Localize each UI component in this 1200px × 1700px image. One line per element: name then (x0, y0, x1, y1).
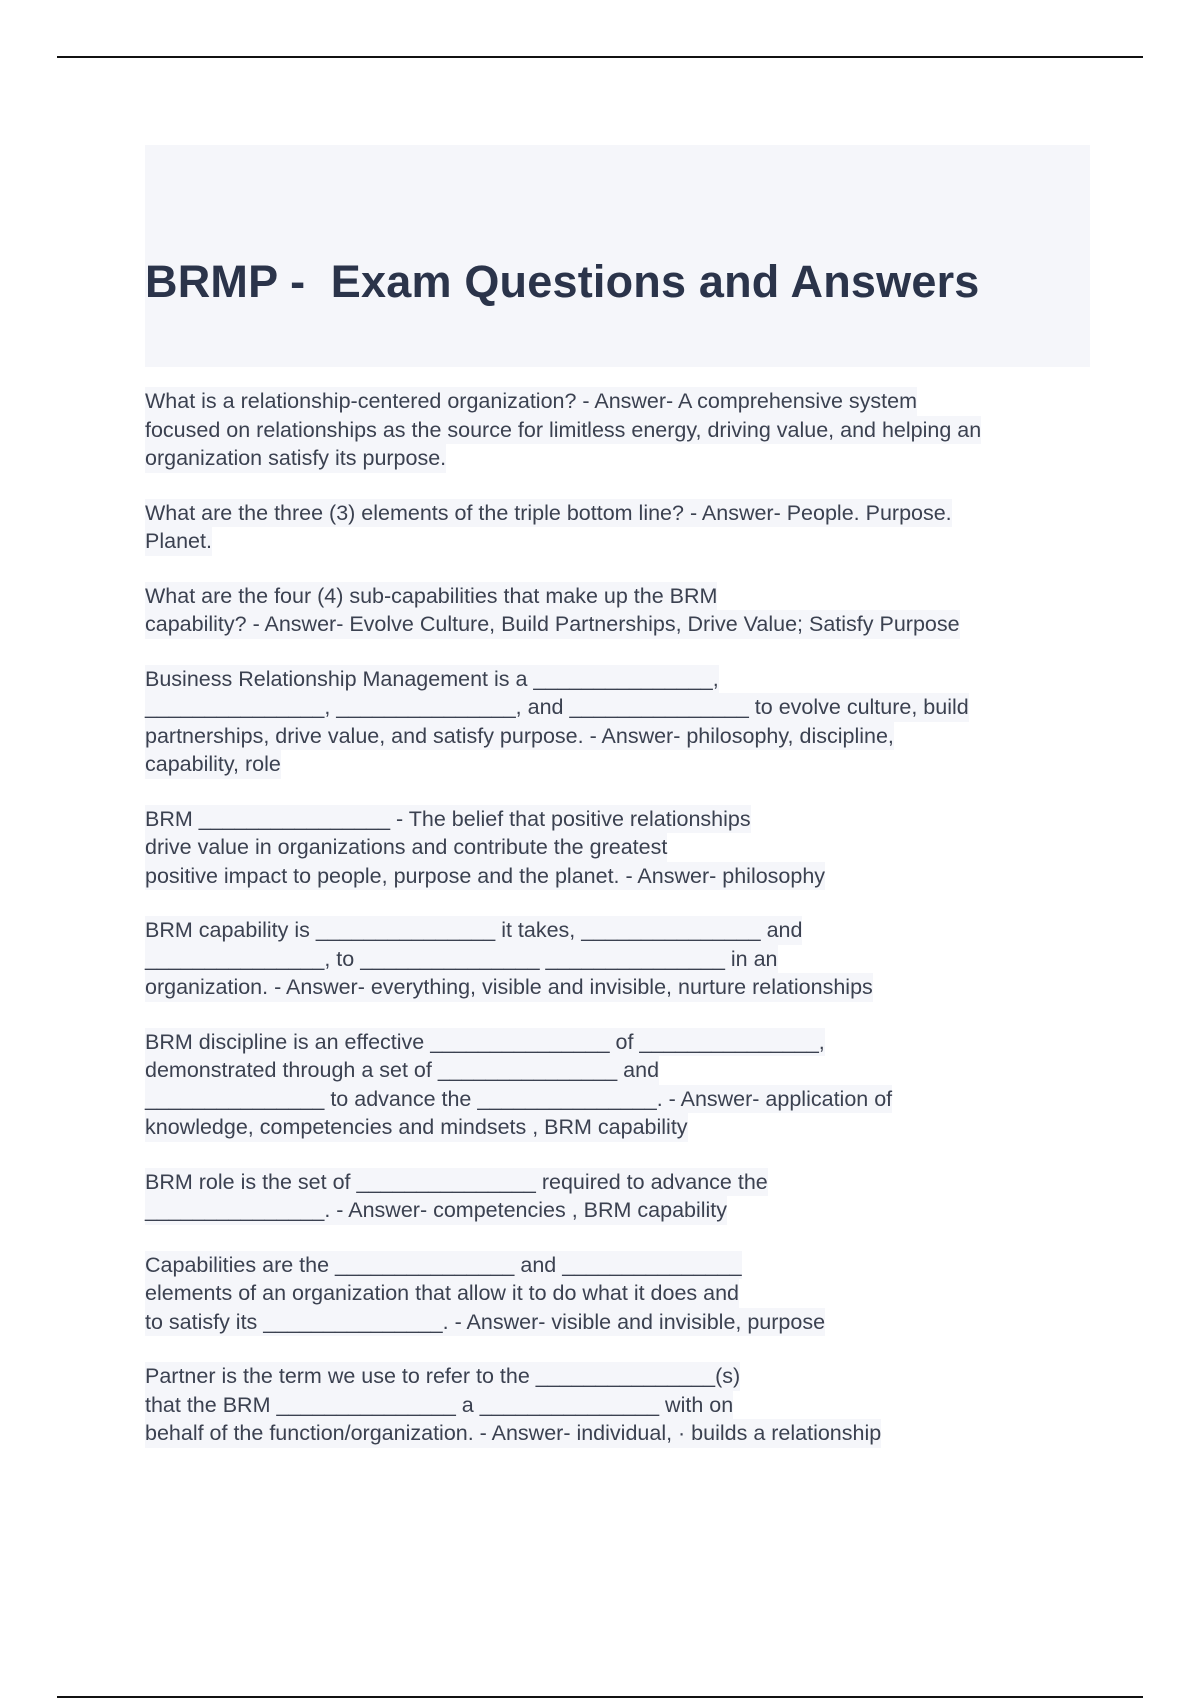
qa-line: organization satisfy its purpose. (145, 444, 446, 473)
qa-line: What are the four (4) sub-capabilities that make up the BRM (145, 582, 717, 611)
qa-list (145, 367, 1090, 1448)
qa-line: BRM discipline is an effective _______________ of _______________, (145, 1028, 825, 1057)
bottom-rule (57, 1696, 1143, 1698)
qa-line: capability, role (145, 750, 281, 779)
qa-item (145, 805, 1090, 891)
qa-line: demonstrated through a set of _______________ and (145, 1056, 659, 1085)
document-body (145, 145, 1090, 1474)
qa-line: Capabilities are the _______________ and _______________ (145, 1251, 742, 1280)
qa-line: organization. - Answer- everything, visible and invisible, nurture relationships (145, 973, 873, 1002)
qa-item (145, 1168, 1090, 1225)
qa-item (145, 387, 1090, 473)
qa-line: BRM capability is _______________ it takes, _______________ and (145, 916, 802, 945)
qa-item (145, 1362, 1090, 1448)
qa-line: partnerships, drive value, and satisfy purpose. - Answer- philosophy, discipline, (145, 722, 894, 751)
qa-line: drive value in organizations and contribute the greatest (145, 833, 667, 862)
qa-line: positive impact to people, purpose and the planet. - Answer- philosophy (145, 862, 825, 891)
qa-item (145, 1251, 1090, 1337)
qa-line: Business Relationship Management is a _______________, (145, 665, 719, 694)
document-title: BRMP - Exam Questions and Answers (145, 256, 980, 307)
top-rule (57, 56, 1143, 58)
qa-line: to satisfy its _______________. - Answer- visible and invisible, purpose (145, 1308, 825, 1337)
qa-line: BRM role is the set of _______________ required to advance the (145, 1168, 768, 1197)
qa-item (145, 665, 1090, 779)
qa-line: knowledge, competencies and mindsets , BRM capability (145, 1113, 688, 1142)
qa-item (145, 1028, 1090, 1142)
qa-line: What is a relationship-centered organization? - Answer- A comprehensive system (145, 387, 917, 416)
qa-item (145, 499, 1090, 556)
qa-line: BRM ________________ - The belief that positive relationships (145, 805, 751, 834)
qa-item (145, 916, 1090, 1002)
qa-line: behalf of the function/organization. - Answer- individual, · builds a relationship (145, 1419, 881, 1448)
qa-line: elements of an organization that allow it to do what it does and (145, 1279, 739, 1308)
qa-line: capability? - Answer- Evolve Culture, Build Partnerships, Drive Value; Satisfy Purpose (145, 610, 960, 639)
qa-line: Planet. (145, 527, 212, 556)
qa-item (145, 582, 1090, 639)
qa-line: _______________, _______________, and _______________ to evolve culture, build (145, 693, 969, 722)
qa-line: _______________ to advance the _______________. - Answer- application of (145, 1085, 892, 1114)
qa-line: focused on relationships as the source for limitless energy, driving value, and helping an (145, 416, 981, 445)
qa-line: that the BRM _______________ a _______________ with on (145, 1391, 733, 1420)
qa-line: Partner is the term we use to refer to the _______________(s) (145, 1362, 740, 1391)
title-block (145, 145, 1090, 367)
qa-line: What are the three (3) elements of the triple bottom line? - Answer- People. Purpose. (145, 499, 952, 528)
qa-line: _______________, to _______________ _______________ in an (145, 945, 778, 974)
qa-line: _______________. - Answer- competencies , BRM capability (145, 1196, 727, 1225)
